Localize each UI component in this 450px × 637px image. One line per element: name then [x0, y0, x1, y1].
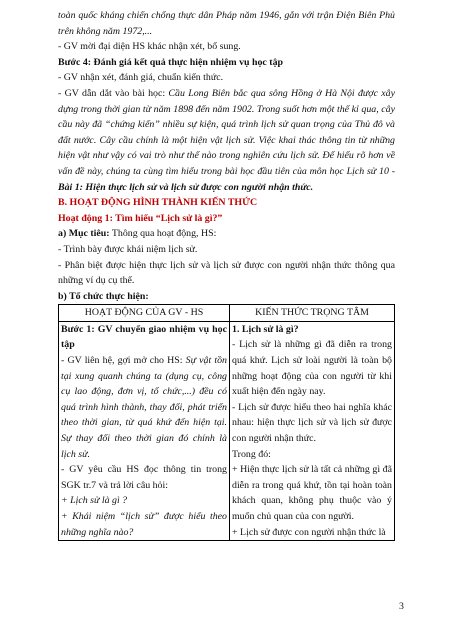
left-question-1: + Lịch sử là gì ?: [61, 495, 128, 507]
goal-label: a) Mục tiêu:: [58, 228, 110, 240]
step4-lead-italic: Cầu Long Biên bắc qua sông Hồng ở Hà Nội được xây dựng trong thời gian từ năm 1898 đến năm 1902. Trong suốt hơn một thế kỉ qua, cây cầu này đã “chứng kiến” nhiều sự kiện, quá trình lịch sử quan trọng của Thủ đô và đất nước. Cây cầu chính là một hiện vật lịch sử. Việc khai thác thông tin từ những hiện vật như vậy có vai trò như thế nào trong nghiên cứu lịch sử. Để hiểu rõ hơn về vấn đề này, chúng ta cùng tìm hiểu trong bài học đầu tiên của môn học Lịch sử 10 -: [58, 87, 395, 177]
left-p2: - GV yêu cầu HS đọc thông tin trong SGK tr.7 và trả lời câu hỏi:: [61, 464, 227, 491]
activity-1-heading: Hoạt động 1: Tìm hiểu “Lịch sử là gì?”: [58, 212, 223, 224]
key-knowledge: [230, 321, 395, 540]
table-header-row: [59, 305, 395, 322]
document-page: [58, 8, 395, 541]
teacher-student-activities: [59, 321, 230, 540]
left-question-2: + Khái niệm “lịch sử” được hiểu theo những nghĩa nào?: [61, 511, 227, 538]
right-p1: - Lịch sử là những gì đã diễn ra trong quá khứ. Lịch sử loài người là toàn bộ những hoạt động của con người từ khi xuất hiện đến ngày nay.: [232, 339, 392, 398]
goal-text: Thông qua hoạt động, HS:: [109, 228, 217, 240]
right-p5: + Lịch sử được con người nhận thức là: [232, 526, 386, 538]
header-left: HOẠT ĐỘNG CỦA GV - HS: [59, 305, 230, 322]
page-number: 3: [399, 601, 404, 612]
step4-lead-in: [58, 86, 395, 195]
header-right: KIẾN THỨC TRỌNG TÂM: [230, 305, 395, 322]
left-p1: [61, 353, 227, 462]
intro-gv-invite: - GV mời đại diện HS khác nhận xét, bổ sung.: [58, 41, 241, 53]
section-b-heading: B. HOẠT ĐỘNG HÌNH THÀNH KIẾN THỨC: [58, 197, 258, 209]
step4-heading: Bước 4: Đánh giá kết quả thực hiện nhiệm vụ học tập: [58, 56, 283, 68]
step4-lead-prefix: - GV dẫn dắt vào bài học:: [58, 87, 169, 99]
activity-table: [58, 304, 395, 541]
lesson-title: Bài 1: Hiện thực lịch sử và lịch sử được con người nhận thức.: [58, 181, 314, 193]
goal-item-2: - Phân biệt được hiện thực lịch sử và lịch sử được con người nhận thức thông qua những ví dụ cụ thể.: [58, 259, 395, 287]
goal-line: [58, 226, 395, 242]
organization-label: b) Tổ chức thực hiện:: [58, 290, 149, 302]
step4-line1: - GV nhận xét, đánh giá, chuẩn kiến thức.: [58, 72, 224, 84]
left-p1-prefix: - GV liên hệ, gợi mở cho HS:: [61, 355, 186, 367]
intro-continuation: toàn quốc kháng chiến chống thực dân Pháp năm 1946, gắn với trận Điện Biên Phủ trên không năm 1972,...: [58, 10, 395, 37]
right-p4: + Hiện thực lịch sử là tất cả những gì đã diễn ra trong quá khứ, tồn tại hoàn toàn khách quan, không phụ thuộc vào ý muốn chủ quan của con người.: [232, 464, 392, 522]
right-p2: - Lịch sử được hiểu theo hai nghĩa khác nhau: hiện thực lịch sử và lịch sử được con người nhận thức.: [232, 401, 392, 445]
right-p3: Trong đó:: [232, 448, 271, 460]
right-heading: 1. Lịch sử là gì?: [232, 323, 299, 335]
step1-heading: Bước 1: GV chuyển giao nhiệm vụ học tập: [61, 323, 227, 351]
left-p1-italic: Sự vật tồn tại xung quanh chúng ta (dụng cụ, công cụ lao động, đơn vị, tổ chức,...) đều có quá trình hình thành, thay đổi, phát triển theo thời gian, từ quá khứ đến hiện tại. Sự thay đổi theo thời gian đó chính là lịch sử.: [61, 355, 227, 460]
goal-item-1: - Trình bày được khái niệm lịch sử.: [58, 243, 198, 255]
table-row: [59, 321, 395, 540]
